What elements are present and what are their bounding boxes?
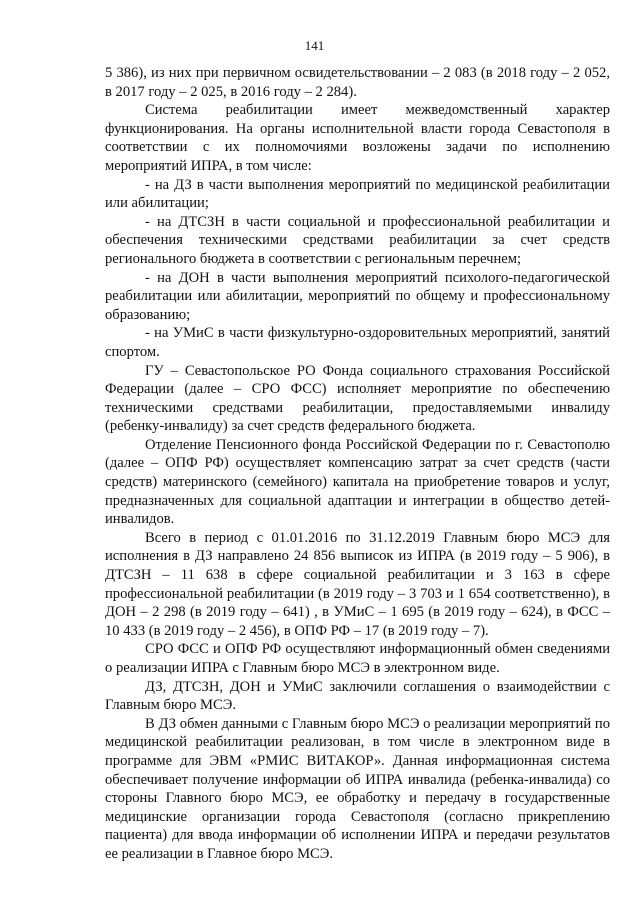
page-number: 141: [304, 38, 325, 53]
list-item-dtszn: - на ДТСЗН в части социальной и профессиональной реабилитации и обеспечения техническими средствами реабилитации за счет средств регионального бюджета в соответствии с региональным перечнем;: [105, 213, 610, 267]
paragraph-continuation: 5 386), из них при первичном освидетельствовании – 2 083 (в 2018 году – 2 052, в 2017 году – 2 025, в 2016 году – 2 284).: [105, 65, 610, 100]
paragraph-statistics: Всего в период с 01.01.2016 по 31.12.2019 Главным бюро МСЭ для исполнения в ДЗ направлено 24 856 выписок из ИПРА (в 2019 году – 5 906), в ДТСЗН – 11 638 в сфере социальной реабилитации и 3 163 в сфере профессиональной реабилитации (в 2019 году – 3 703 и 1 654 соответственно), в ДОН – 2 298 (в 2019 году – 641) , в УМиС – 1 695 (в 2019 году – 624), в ФСС – 10 433 (в 2019 году – 2 456), в ОПФ РФ – 17 (в 2019 году – 7).: [105, 529, 610, 639]
body-text: [105, 64, 610, 864]
paragraph-agreements: ДЗ, ДТСЗН, ДОН и УМиС заключили соглашения о взаимодействии с Главным бюро МСЭ.: [105, 678, 610, 714]
list-item-dz: - на ДЗ в части выполнения мероприятий по медицинской реабилитации или абилитации;: [105, 176, 610, 212]
paragraph-info-exchange: СРО ФСС и ОПФ РФ осуществляют информационный обмен сведениями о реализации ИПРА с Главным бюро МСЭ в электронном виде.: [105, 641, 610, 676]
paragraph-opf-rf: Отделение Пенсионного фонда Российской Федерации по г. Севастополю (далее – ОПФ РФ) осуществляет компенсацию затрат за счет средств (части средств) материнского (семейного) капитала на приобретение товаров и услуг, предназначенных для социальной адаптации и интеграции в общество детей-инвалидов.: [105, 436, 610, 528]
list-item-umis: - на УМиС в части физкультурно-оздоровительных мероприятий, занятий спортом.: [105, 325, 610, 360]
paragraph-rmis-vitakor: В ДЗ обмен данными с Главным бюро МСЭ о реализации мероприятий по медицинской реабилитации реализован, в том числе в электронном виде в программе для ЭВМ «РМИС ВИТАКОР». Данная информационная система обеспечивает получение информации об ИПРА инвалида (ребенка-инвалида) со стороны Главного бюро МСЭ, ее обработку и передачу в государственные медицинские организации города Севастополя (согласно прикреплению пациента) для ввода информации об исполнении ИПРА и передачи результатов ее реализации в Главное бюро МСЭ.: [105, 715, 610, 862]
list-item-don: - на ДОН в части выполнения мероприятий психолого-педагогической реабилитации или абилитации, мероприятий по общему и профессиональному образованию;: [105, 269, 610, 323]
paragraph-sro-fss: ГУ – Севастопольское РО Фонда социального страхования Российской Федерации (далее – СРО ФСС) исполняет мероприятие по обеспечению техническими средствами реабилитации, предоставляемыми инвалиду (ребенку-инвалиду) за счет средств федерального бюджета.: [105, 362, 610, 435]
paragraph-rehabilitation-system: Система реабилитации имеет межведомственный характер функционирования. На органы исполнительной власти города Севастополя в соответствии с их полномочиями возложены задачи по исполнению мероприятий ИПРА, в том числе:: [105, 102, 610, 174]
